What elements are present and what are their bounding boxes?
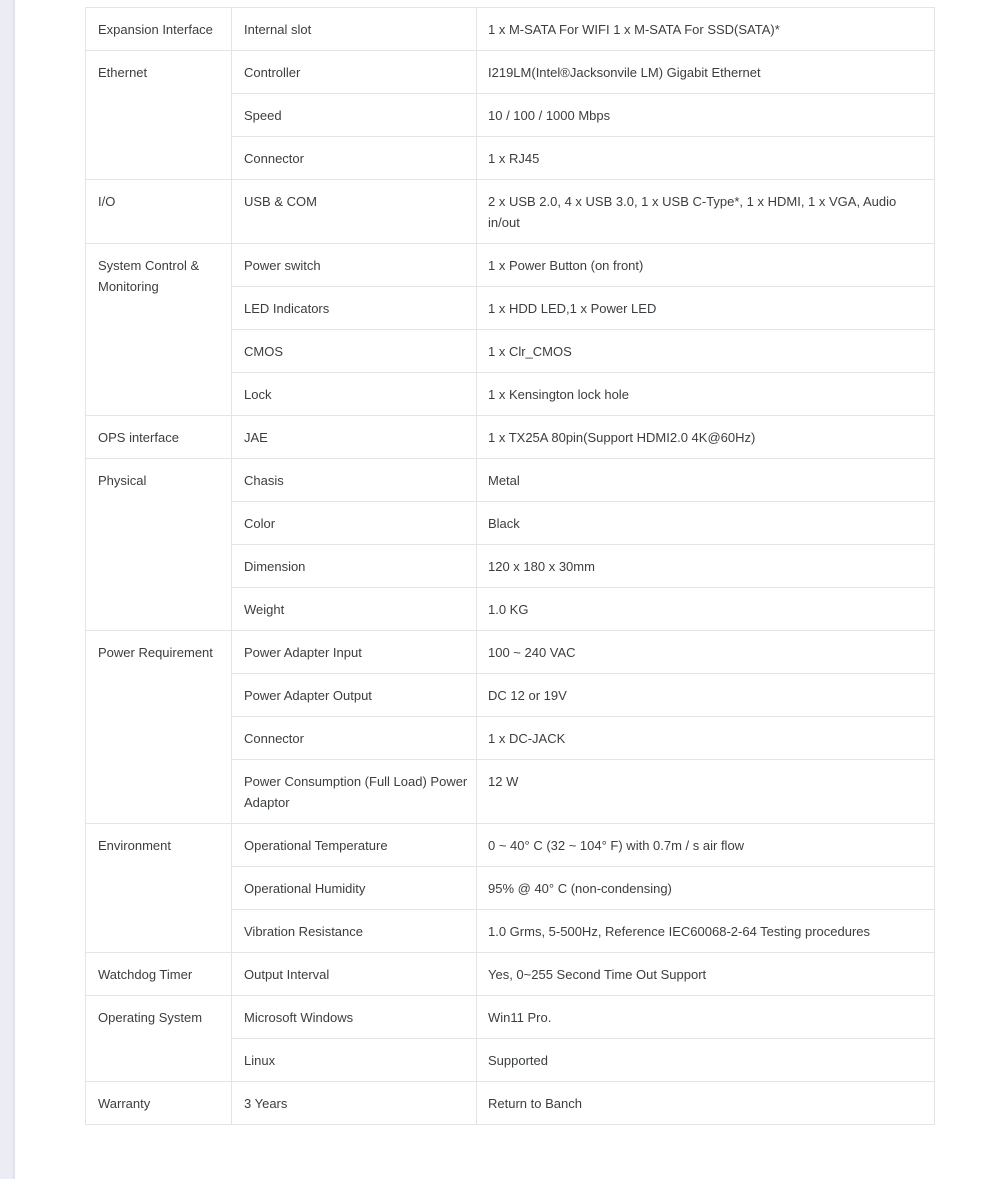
value-cell: 1 x Power Button (on front) <box>477 244 935 287</box>
value-cell: 120 x 180 x 30mm <box>477 545 935 588</box>
value-cell: 12 W <box>477 760 935 824</box>
item-cell: Connector <box>232 137 477 180</box>
value-cell: 1 x Clr_CMOS <box>477 330 935 373</box>
value-cell: 1 x TX25A 80pin(Support HDMI2.0 4K@60Hz) <box>477 416 935 459</box>
value-cell: 1.0 Grms, 5-500Hz, Reference IEC60068-2-64 Testing procedures <box>477 910 935 953</box>
table-row <box>86 953 935 996</box>
item-cell: CMOS <box>232 330 477 373</box>
table-row <box>86 416 935 459</box>
table-row <box>86 51 935 94</box>
value-cell: 10 / 100 / 1000 Mbps <box>477 94 935 137</box>
value-cell: Black <box>477 502 935 545</box>
item-cell: LED Indicators <box>232 287 477 330</box>
value-cell: Supported <box>477 1039 935 1082</box>
item-cell: Connector <box>232 717 477 760</box>
category-cell: I/O <box>86 180 232 244</box>
value-cell: 1 x HDD LED,1 x Power LED <box>477 287 935 330</box>
value-cell: 1 x M-SATA For WIFI 1 x M-SATA For SSD(SATA)* <box>477 8 935 51</box>
value-cell: 100 ~ 240 VAC <box>477 631 935 674</box>
item-cell: Lock <box>232 373 477 416</box>
table-row <box>86 8 935 51</box>
value-cell: 1 x RJ45 <box>477 137 935 180</box>
category-cell: Expansion Interface <box>86 8 232 51</box>
table-row <box>86 1082 935 1125</box>
item-cell: Internal slot <box>232 8 477 51</box>
table-row <box>86 180 935 244</box>
value-cell: DC 12 or 19V <box>477 674 935 717</box>
item-cell: Dimension <box>232 545 477 588</box>
value-cell: 95% @ 40° C (non-condensing) <box>477 867 935 910</box>
table-row <box>86 824 935 867</box>
table-row <box>86 996 935 1039</box>
category-cell: Power Requirement <box>86 631 232 824</box>
table-row <box>86 631 935 674</box>
table-row <box>86 244 935 287</box>
category-cell: Environment <box>86 824 232 953</box>
item-cell: Operational Humidity <box>232 867 477 910</box>
item-cell: Operational Temperature <box>232 824 477 867</box>
item-cell: Microsoft Windows <box>232 996 477 1039</box>
value-cell: Metal <box>477 459 935 502</box>
page-left-strip <box>0 0 15 1179</box>
value-cell: 2 x USB 2.0, 4 x USB 3.0, 1 x USB C-Type*, 1 x HDMI, 1 x VGA, Audio in/out <box>477 180 935 244</box>
spec-table-body <box>86 8 935 1125</box>
item-cell: Power switch <box>232 244 477 287</box>
item-cell: Power Adapter Input <box>232 631 477 674</box>
value-cell: 1 x Kensington lock hole <box>477 373 935 416</box>
value-cell: Return to Banch <box>477 1082 935 1125</box>
item-cell: Linux <box>232 1039 477 1082</box>
value-cell: 1 x DC-JACK <box>477 717 935 760</box>
value-cell: 1.0 KG <box>477 588 935 631</box>
value-cell: I219LM(Intel®Jacksonvile LM) Gigabit Ethernet <box>477 51 935 94</box>
item-cell: Controller <box>232 51 477 94</box>
category-cell: Ethernet <box>86 51 232 180</box>
item-cell: Output Interval <box>232 953 477 996</box>
category-cell: Operating System <box>86 996 232 1082</box>
item-cell: Vibration Resistance <box>232 910 477 953</box>
category-cell: Watchdog Timer <box>86 953 232 996</box>
spec-table-container <box>85 7 934 1125</box>
item-cell: Power Consumption (Full Load) Power Adaptor <box>232 760 477 824</box>
category-cell: Warranty <box>86 1082 232 1125</box>
item-cell: Weight <box>232 588 477 631</box>
table-row <box>86 459 935 502</box>
value-cell: Yes, 0~255 Second Time Out Support <box>477 953 935 996</box>
value-cell: 0 ~ 40° C (32 ~ 104° F) with 0.7m / s air flow <box>477 824 935 867</box>
item-cell: Chasis <box>232 459 477 502</box>
item-cell: JAE <box>232 416 477 459</box>
item-cell: Speed <box>232 94 477 137</box>
spec-table <box>85 7 935 1125</box>
category-cell: System Control & Monitoring <box>86 244 232 416</box>
item-cell: USB & COM <box>232 180 477 244</box>
item-cell: 3 Years <box>232 1082 477 1125</box>
category-cell: Physical <box>86 459 232 631</box>
category-cell: OPS interface <box>86 416 232 459</box>
item-cell: Color <box>232 502 477 545</box>
value-cell: Win11 Pro. <box>477 996 935 1039</box>
item-cell: Power Adapter Output <box>232 674 477 717</box>
